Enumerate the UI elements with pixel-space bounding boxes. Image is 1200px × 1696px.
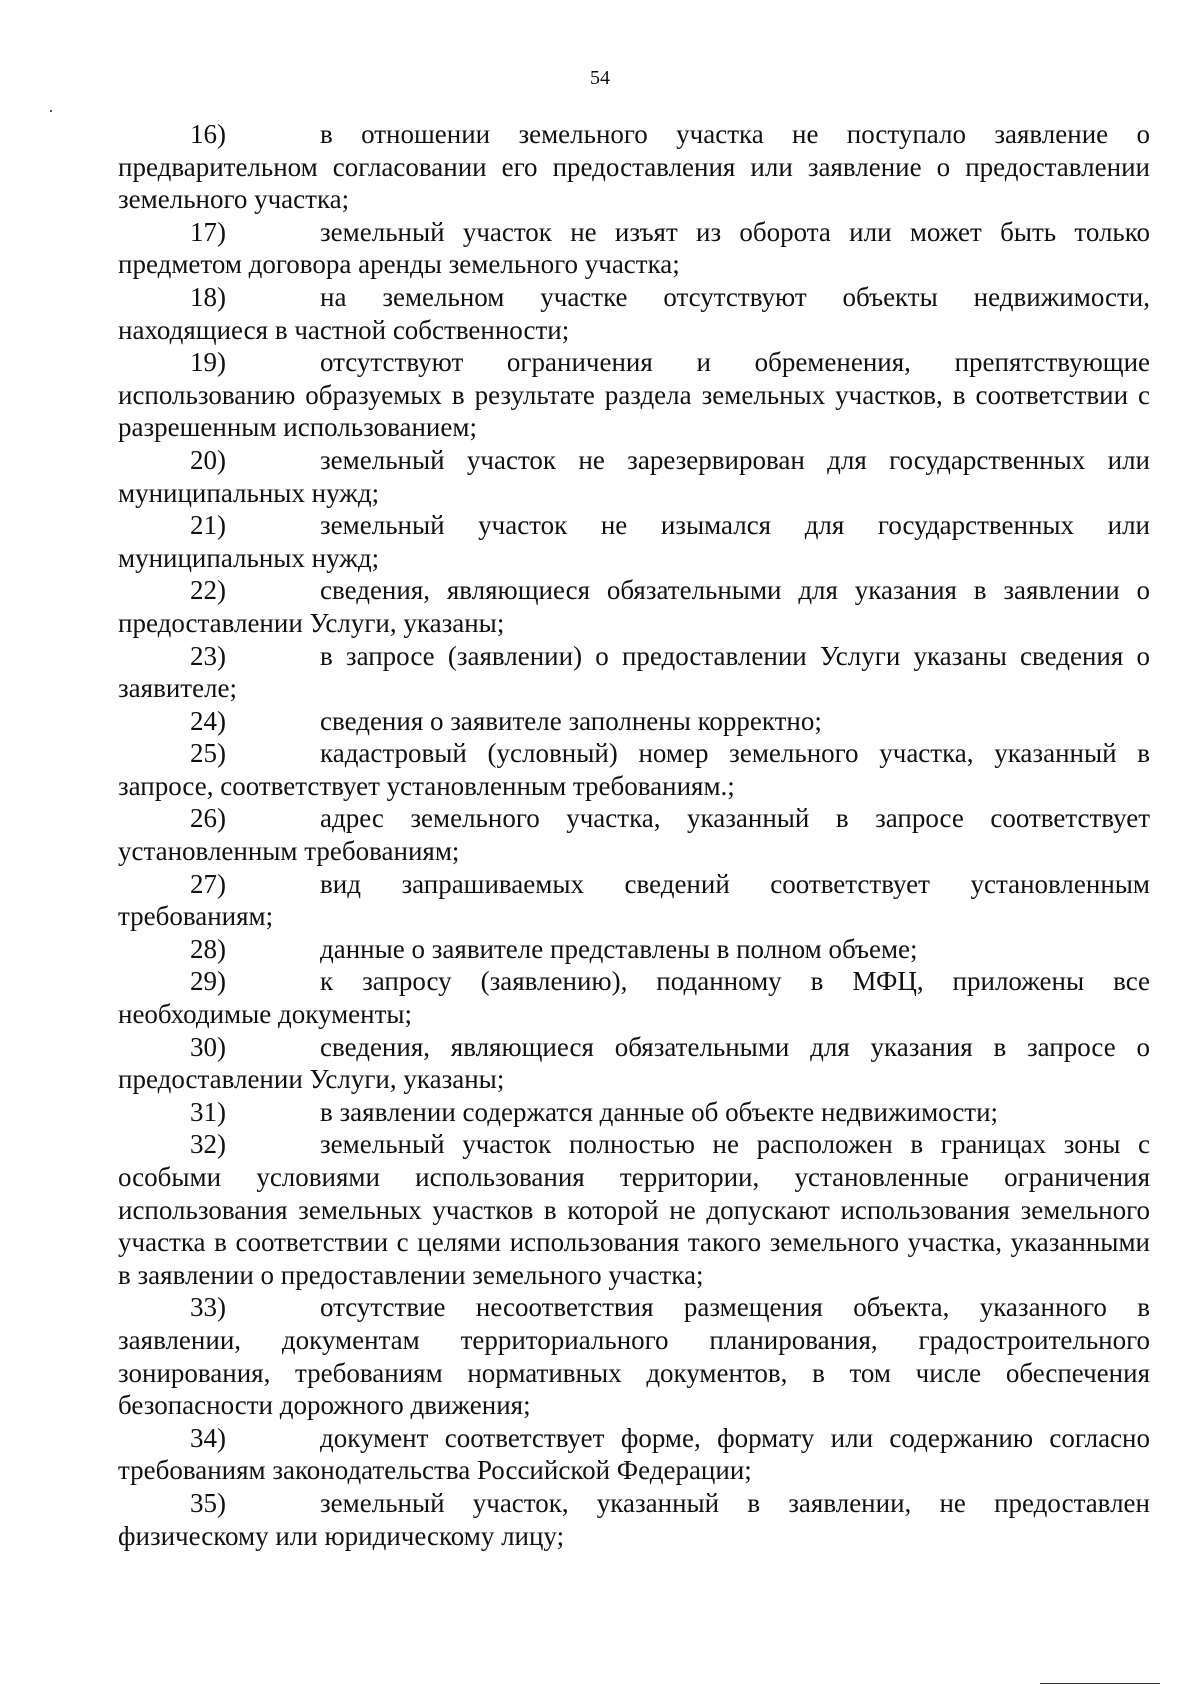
item-number: 16) [190, 119, 226, 149]
criteria-list [118, 118, 1150, 1552]
item-number: 31) [190, 1096, 226, 1127]
list-item [118, 1487, 1150, 1552]
item-text: сведения, являющиеся обязательными для указания в запросе о предоставлении Услуги, указаны; [118, 1031, 1150, 1095]
item-number: 23) [190, 640, 226, 671]
item-number: 29) [190, 966, 226, 997]
list-item [118, 1031, 1150, 1096]
item-text: в отношении земельного участка не поступало заявление о предварительном согласовании его предоставления или заявление о предоставлении земельного участка; [118, 119, 1150, 215]
item-text: в запросе (заявлении) о предоставлении Услуги указаны сведения о заявителе; [118, 640, 1150, 704]
item-number: 18) [190, 281, 226, 312]
item-number: 33) [190, 1292, 226, 1323]
list-item [118, 509, 1150, 574]
list-item [118, 933, 1150, 966]
item-number: 26) [190, 803, 226, 834]
item-text: адрес земельного участка, указанный в запросе соответствует установленным требованиям; [118, 803, 1150, 867]
item-text: данные о заявителе представлены в полном объеме; [320, 933, 918, 964]
scan-mark [50, 110, 52, 112]
item-number: 25) [190, 738, 226, 769]
item-text: земельный участок не изъят из оборота или может быть только предметом договора аренды земельного участка; [118, 216, 1150, 280]
item-number: 17) [190, 216, 226, 247]
list-item [118, 1422, 1150, 1487]
item-number: 22) [190, 575, 226, 606]
list-item [118, 705, 1150, 738]
item-text: отсутствие несоответствия размещения объекта, указанного в заявлении, документам территориального планирования, градостроительного зонирования, требованиям нормативных документов, в том числе обеспечения безопасности дорожного движения; [118, 1292, 1150, 1421]
list-item [118, 640, 1150, 705]
item-text: земельный участок не зарезервирован для государственных или муниципальных нужд; [118, 444, 1150, 508]
list-item [118, 281, 1150, 346]
item-number: 28) [190, 933, 226, 964]
item-number: 27) [190, 868, 226, 899]
page-number: 54 [590, 67, 610, 89]
item-number: 20) [190, 444, 226, 475]
item-number: 30) [190, 1031, 226, 1062]
item-number: 19) [190, 347, 226, 378]
item-text: в заявлении содержатся данные об объекте недвижимости; [320, 1096, 999, 1127]
list-item [118, 965, 1150, 1030]
list-item [118, 737, 1150, 802]
list-item [118, 346, 1150, 444]
list-item [118, 868, 1150, 933]
item-text: отсутствуют ограничения и обременения, препятствующие использованию образуемых в результате раздела земельных участков, в соответствии с разрешенным использованием; [118, 347, 1150, 443]
list-item [118, 444, 1150, 509]
item-text: земельный участок не изымался для государственных или муниципальных нужд; [118, 510, 1150, 573]
list-item [118, 1291, 1150, 1421]
item-number: 24) [190, 705, 226, 736]
item-number: 21) [190, 510, 226, 541]
item-text: сведения о заявителе заполнены корректно; [320, 705, 822, 736]
item-text: земельный участок, указанный в заявлении, не предоставлен физическому или юридическому лицу; [118, 1487, 1150, 1551]
item-text: на земельном участке отсутствуют объекты недвижимости, находящиеся в частной собственности; [118, 281, 1150, 345]
item-text: кадастровый (условный) номер земельного участка, указанный в запросе, соответствует установленным требованиям.; [118, 738, 1150, 801]
item-number: 34) [190, 1422, 226, 1453]
footer-rule [1040, 1683, 1160, 1684]
item-number: 35) [190, 1487, 226, 1518]
list-item [118, 1128, 1150, 1291]
item-text: сведения, являющиеся обязательными для указания в заявлении о предоставлении Услуги, указаны; [118, 575, 1150, 638]
list-item [118, 574, 1150, 639]
item-number: 32) [190, 1129, 226, 1160]
list-item [118, 216, 1150, 281]
item-text: вид запрашиваемых сведений соответствует установленным требованиям; [118, 868, 1150, 932]
item-text: земельный участок полностью не расположен в границах зоны с особыми условиями использования территории, установленные ограничения использования земельных участков в которой не допускают использования земельного участка в соответствии с целями использования такого земельного участка, указанными в заявлении о предоставлении земельного участка; [118, 1129, 1150, 1290]
item-text: к запросу (заявлению), поданному в МФЦ, приложены все необходимые документы; [118, 966, 1150, 1030]
list-item [118, 802, 1150, 867]
list-item [118, 1096, 1150, 1129]
item-text: документ соответствует форме, формату или содержанию согласно требованиям законодательства Российской Федерации; [118, 1422, 1150, 1486]
list-item [118, 118, 1150, 216]
